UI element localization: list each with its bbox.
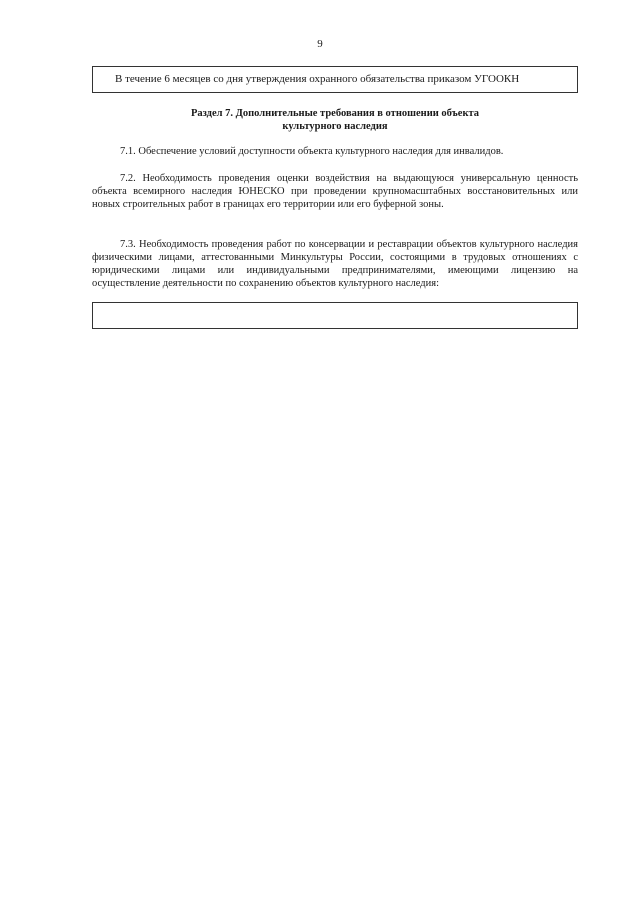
paragraph-7-2-text: 7.2. Необходимость проведения оценки воздействия на выдающуюся универсальную ценность объекта всемирного наследия ЮНЕСКО при проведении крупномасштабных восстановительных или новых строительных работ в границах его территории или его буферной зоны. [92,173,578,210]
section-title-line-2: культурного наследия [282,121,388,132]
deadline-field-text: В течение 6 месяцев со дня утверждения охранного обязательства приказом УГООКН [115,73,520,85]
empty-field-box [92,302,578,329]
section-title [92,107,578,133]
paragraph-7-1-text: 7.1. Обеспечение условий доступности объекта культурного наследия для инвалидов. [120,146,504,157]
paragraph-7-2 [92,172,578,211]
paragraph-7-3-text: 7.3. Необходимость проведения работ по консервации и реставрации объектов культурного наследия физическими лицами, аттестованными Минкультуры России, состоящими в трудовых отношениях с юридическими лицами или индивидуальными предпринимателями, имеющими лицензию на осуществление деятельности по сохранению объектов культурного наследия: [92,239,578,289]
section-title-line-1: Раздел 7. Дополнительные требования в отношении объекта [190,108,480,119]
deadline-field-box [92,66,578,93]
page-number: 9 [317,38,323,50]
paragraph-7-3 [92,238,578,290]
paragraph-7-1 [92,145,578,158]
